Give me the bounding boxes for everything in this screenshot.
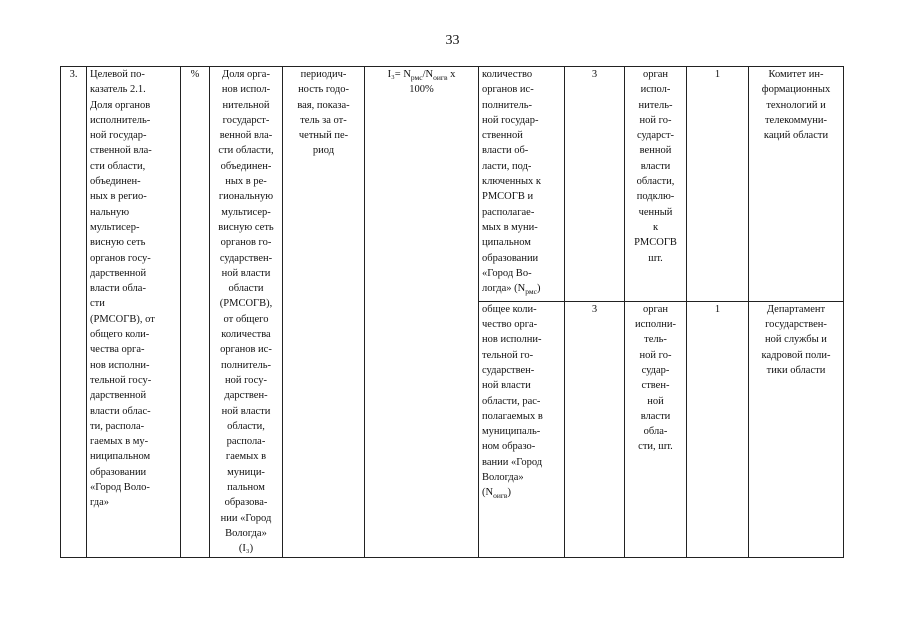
sub-row-1-unit: орган испол- нитель- ной го- сударст- венной власти области, подклю- ченный к РМСОГВ шт. xyxy=(634,69,677,264)
sub-row-2-responsible: Департамент государствен- ной службы и кадровой поли- тики области xyxy=(761,303,831,376)
formula-text: I₃= N xyxy=(387,69,411,80)
sub-row-1-source-cell xyxy=(687,67,749,302)
target-indicator-text: Целевой по- казатель 2.1. Доля органов исполнитель- ной государ- ственной вла- сти области, объединен- ных в регио- нальную мультисер- висную сеть органов госу- дарственной власти обла- сти (РМСОГВ), от общего коли- чества орга- нов исполни- тельной госу- дарственной власти облас- ти, распола- гаемых в му- ниципальном образовании «Город Воло- гда» xyxy=(90,69,155,509)
sub-row-2-method-cell xyxy=(565,301,625,557)
sub-row-1-responsible-cell xyxy=(749,67,844,302)
formula-cell xyxy=(365,67,479,558)
sub-row-2-source: 1 xyxy=(714,303,721,315)
formula-end: x 100% xyxy=(409,69,456,96)
indicators-table xyxy=(60,66,844,558)
row-number: 3. xyxy=(69,69,78,80)
formula-divider: /N xyxy=(422,69,434,80)
sub-row-2-description: общее коли- чество орга- нов исполни- тельной го- сударствен- ной власти области, рас- полагаемых в муниципаль- ном образо- вании «Город Вологда» (N xyxy=(482,303,543,499)
formula-sub-oigv: оигв xyxy=(433,73,448,83)
sub-row-2-description-end: ) xyxy=(507,487,511,499)
page-number: 33 xyxy=(445,33,460,48)
sub-row-2-method: 3 xyxy=(591,303,598,315)
sub-row-1-description-end: ) xyxy=(536,283,541,295)
periodicity-cell xyxy=(283,67,365,558)
sub-row-2-description-sub: оигв xyxy=(493,491,508,501)
sub-row-1-unit-cell xyxy=(625,67,687,302)
target-indicator-cell xyxy=(87,67,181,558)
definition-text: Доля орга- нов испол- нительной государст- венной вла- сти области, объединен- ных в ре- гиональную мультисер- висную сеть органов го- сударствен- ной власти области (РМСОГВ), от общего количества органов ис- полнитель- ной госу- дарствен- ной власти области, распола- гаемых в муници- пальном образова- нии «Город Вологда» (I₃) xyxy=(218,69,274,555)
periodicity-text: периодич- ность годо- вая, показа- тель за от- четный пе- риод xyxy=(297,69,350,157)
table-row xyxy=(61,67,844,302)
unit-percent: % xyxy=(190,69,200,80)
sub-row-2-source-cell xyxy=(687,301,749,557)
formula-sub-rms: рмс xyxy=(410,73,423,83)
sub-row-1-responsible: Комитет ин- формационных технологий и телекоммуни- каций области xyxy=(761,69,831,142)
sub-row-1-description-cell xyxy=(479,67,565,302)
sub-row-1-description: количество органов ис- полнитель- ной государ- ственной власти об- ласти, под- ключенных к РМСОГВ и располагае- мых в муни- ципальном образовании «Город Во- логда» (N xyxy=(482,69,541,295)
sub-row-2-description-cell xyxy=(479,301,565,557)
sub-row-2-responsible-cell xyxy=(749,301,844,557)
row-number-cell xyxy=(61,67,87,558)
sub-row-1-method: 3 xyxy=(591,69,598,80)
sub-row-1-source: 1 xyxy=(714,69,721,80)
sub-row-1-method-cell xyxy=(565,67,625,302)
sub-row-1-description-sub: рмс xyxy=(525,287,537,297)
sub-row-2-unit-cell xyxy=(625,301,687,557)
unit-cell xyxy=(181,67,210,558)
sub-row-2-unit: орган исполни- тель- ной го- судар- ствен- ной власти обла- сти, шт. xyxy=(635,303,676,453)
definition-cell xyxy=(210,67,283,558)
